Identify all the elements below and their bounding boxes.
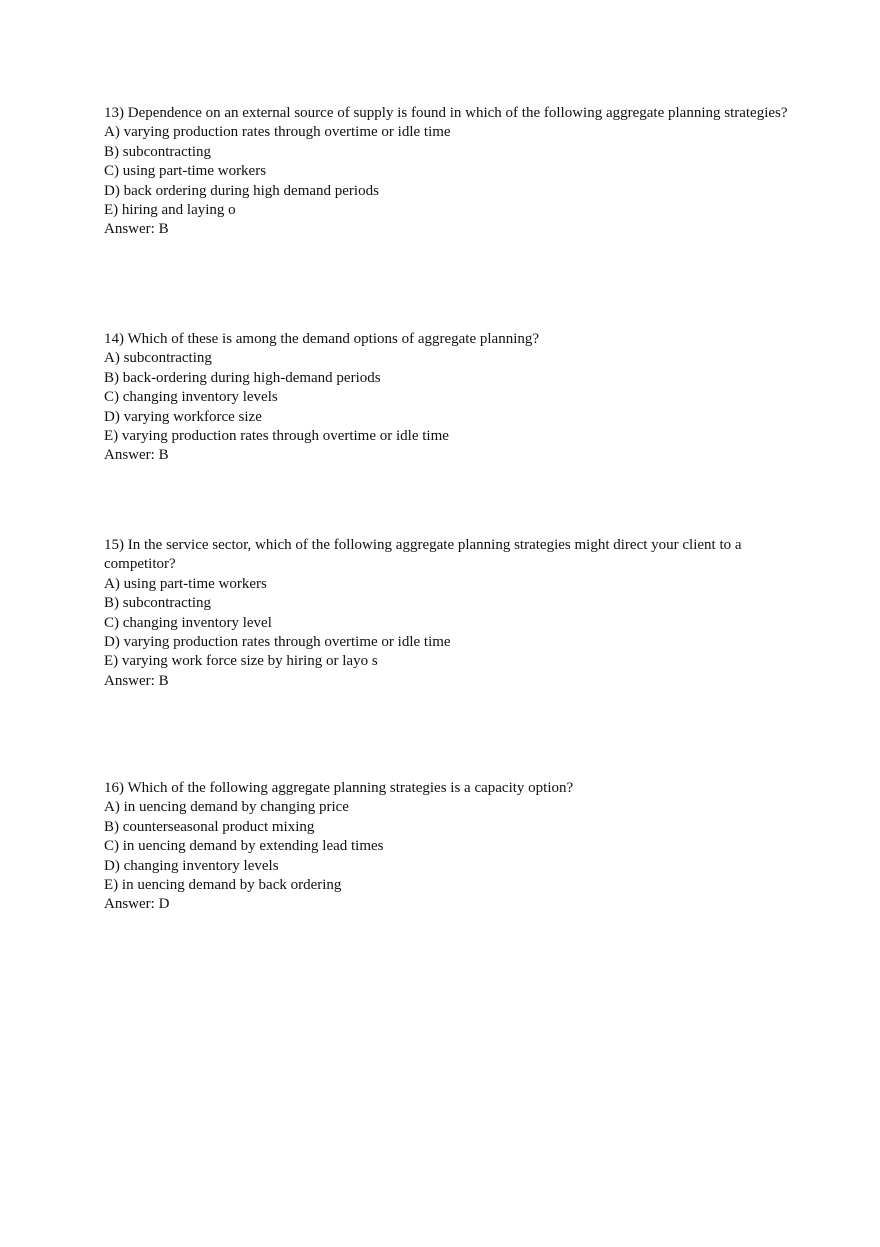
option-e: E) varying work force size by hiring or layo s	[104, 653, 378, 670]
answer-line: Answer: B	[104, 672, 169, 689]
question-stem: 14) Which of these is among the demand options of aggregate planning?	[104, 331, 540, 347]
option-b: B) counterseasonal product mixing	[104, 818, 315, 835]
option-a: A) using part-time workers	[104, 575, 267, 592]
question-14	[104, 330, 794, 466]
option-c: C) changing inventory level	[104, 614, 272, 631]
option-a: A) subcontracting	[104, 350, 212, 367]
question-15	[104, 536, 794, 691]
answer-line: Answer: D	[104, 896, 170, 913]
option-e: E) in uencing demand by back ordering	[104, 877, 342, 894]
option-a: A) varying production rates through overtime or idle time	[104, 124, 451, 141]
option-d: D) changing inventory levels	[104, 857, 279, 874]
option-b: B) back-ordering during high-demand periods	[104, 369, 381, 386]
answer-line: Answer: B	[104, 221, 169, 238]
option-c: C) changing inventory levels	[104, 389, 278, 406]
option-e: E) hiring and laying o	[104, 202, 236, 219]
option-d: D) back ordering during high demand periods	[104, 182, 379, 199]
question-stem: 16) Which of the following aggregate planning strategies is a capacity option?	[104, 780, 574, 796]
option-a: A) in uencing demand by changing price	[104, 799, 349, 816]
option-d: D) varying production rates through overtime or idle time	[104, 634, 451, 651]
option-d: D) varying workforce size	[104, 408, 262, 425]
option-b: B) subcontracting	[104, 595, 212, 612]
question-stem: 13) Dependence on an external source of supply is found in which of the following aggregate planning strategies?	[104, 105, 788, 121]
question-16	[104, 779, 794, 915]
option-c: C) using part-time workers	[104, 163, 267, 180]
option-e: E) varying production rates through overtime or idle time	[104, 428, 449, 445]
question-13	[104, 104, 794, 240]
option-c: C) in uencing demand by extending lead times	[104, 838, 384, 855]
answer-line: Answer: B	[104, 447, 169, 464]
question-stem: 15) In the service sector, which of the following aggregate planning strategies might direct your client to a competitor?	[104, 537, 742, 573]
option-b: B) subcontracting	[104, 143, 212, 160]
